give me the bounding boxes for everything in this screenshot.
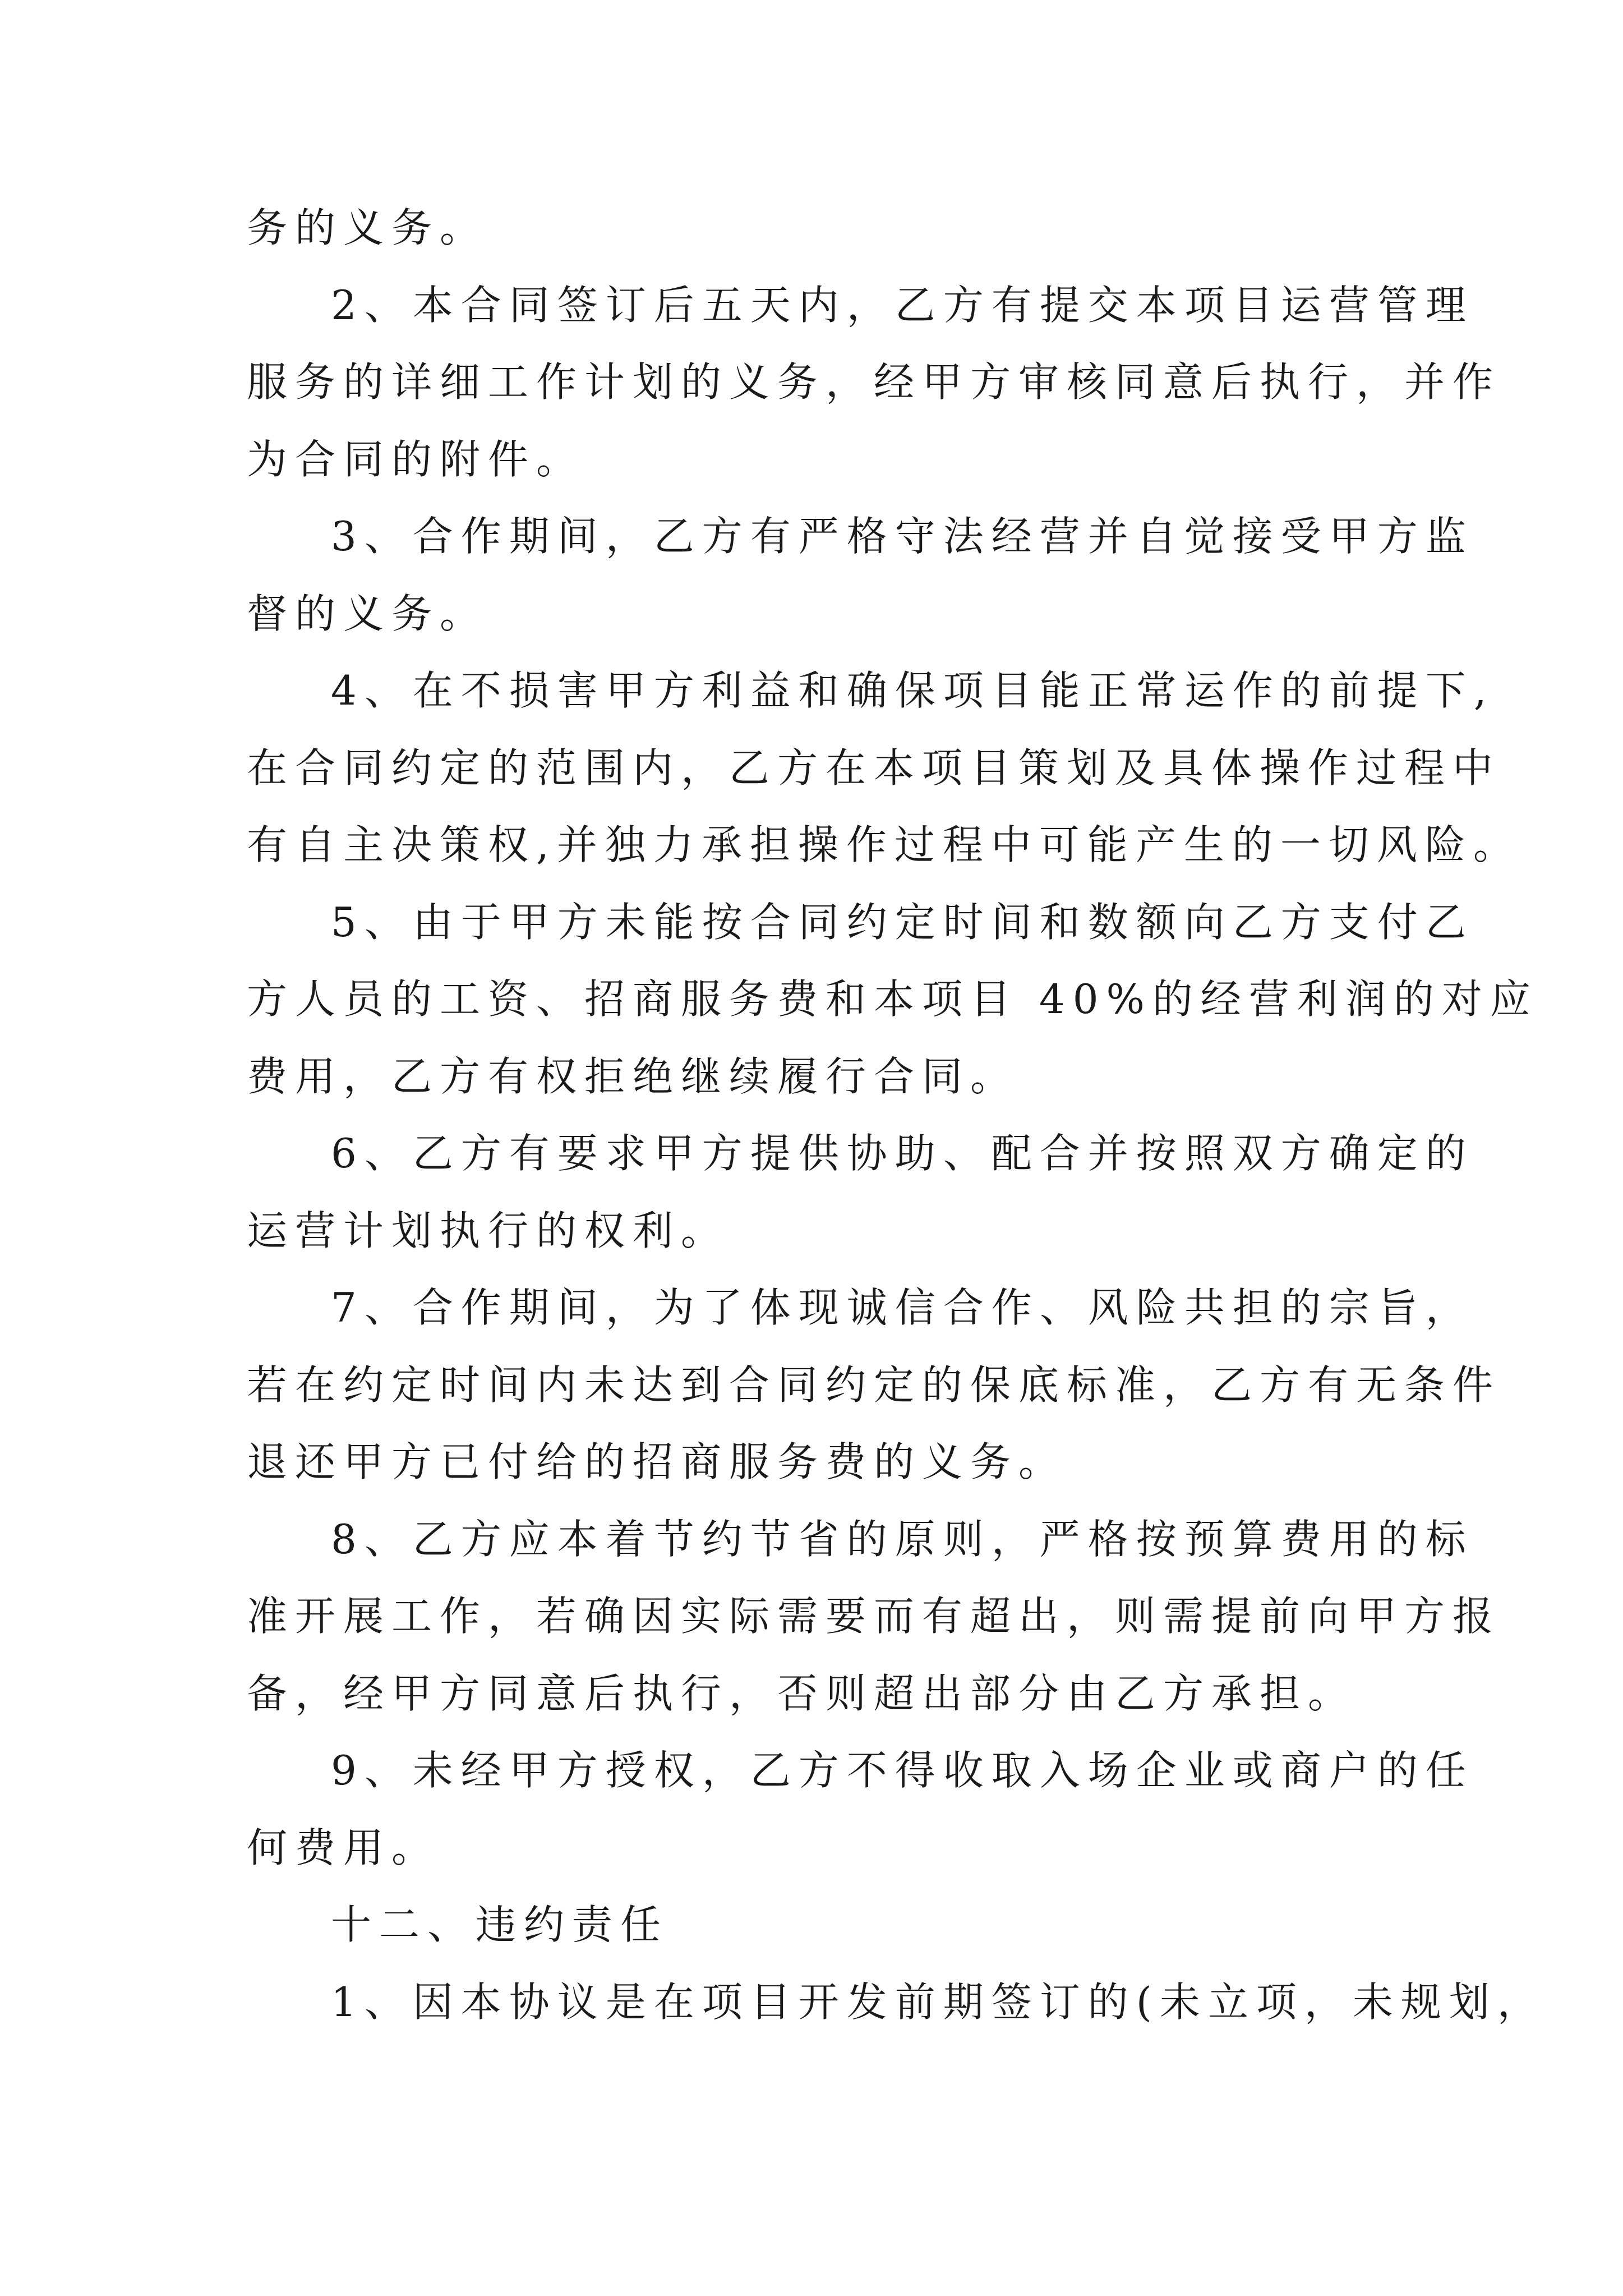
text-line: 备，经甲方同意后执行，否则超出部分由乙方承担。: [247, 1669, 1357, 1717]
text-line: 运营计划执行的权利。: [247, 1207, 730, 1254]
text-line: 1、因本协议是在项目开发前期签订的(未立项，未规划，: [331, 1978, 1546, 2026]
text-line: 5、由于甲方未能按合同约定时间和数额向乙方支付乙: [331, 898, 1474, 946]
document-body: [247, 190, 1546, 2041]
text-line: 若在约定时间内未达到合同约定的保底标准，乙方有无条件: [247, 1361, 1501, 1409]
clause-7: [247, 1269, 1501, 1501]
clause-4: [247, 652, 1521, 884]
clause-1: [247, 1964, 1546, 2041]
text-line: 退还甲方已付给的招商服务费的义务。: [247, 1438, 1067, 1485]
text-line: 9、未经甲方授权，乙方不得收取入场企业或商户的任: [331, 1747, 1474, 1794]
text-line: 2、本合同签订后五天内，乙方有提交本项目运营管理: [331, 281, 1474, 329]
text-line: 务的义务。: [247, 204, 488, 251]
clause-2: [247, 267, 1501, 499]
text-line: 7、合作期间，为了体现诚信合作、风险共担的宗旨，: [331, 1284, 1474, 1331]
clause-8: [247, 1501, 1501, 1733]
text-line: 服务的详细工作计划的义务，经甲方审核同意后执行，并作: [247, 358, 1501, 406]
text-line: 6、乙方有要求甲方提供协助、配合并按照双方确定的: [331, 1130, 1474, 1177]
text-line: 3、合作期间，乙方有严格守法经营并自觉接受甲方监: [331, 513, 1474, 560]
section-title: 十二、违约责任: [331, 1901, 669, 1948]
text-line: 有自主决策权,并独力承担操作过程中可能产生的一切风险。: [247, 821, 1521, 868]
text-line: 督的义务。: [247, 590, 488, 637]
clause-9: [247, 1732, 1474, 1887]
clause-5: [247, 884, 1538, 1116]
clause-6: [247, 1115, 1474, 1269]
text-line: 8、乙方应本着节约节省的原则，严格按预算费用的标: [331, 1515, 1474, 1563]
text-line: 方人员的工资、招商服务费和本项目 40%的经营利润的对应: [247, 976, 1538, 1023]
section-heading: [247, 1887, 1385, 1964]
text-line: 费用，乙方有权拒绝继续履行合同。: [247, 1052, 1019, 1100]
paragraph-continuation: [247, 190, 1385, 267]
text-line: 何费用。: [247, 1824, 440, 1871]
text-line: 在合同约定的范围内，乙方在本项目策划及具体操作过程中: [247, 744, 1501, 792]
text-line: 准开展工作，若确因实际需要而有超出，则需提前向甲方报: [247, 1593, 1501, 1640]
clause-3: [247, 498, 1474, 652]
text-line: 4、在不损害甲方利益和确保项目能正常运作的前提下,: [331, 667, 1495, 714]
text-line: 为合同的附件。: [247, 435, 585, 483]
